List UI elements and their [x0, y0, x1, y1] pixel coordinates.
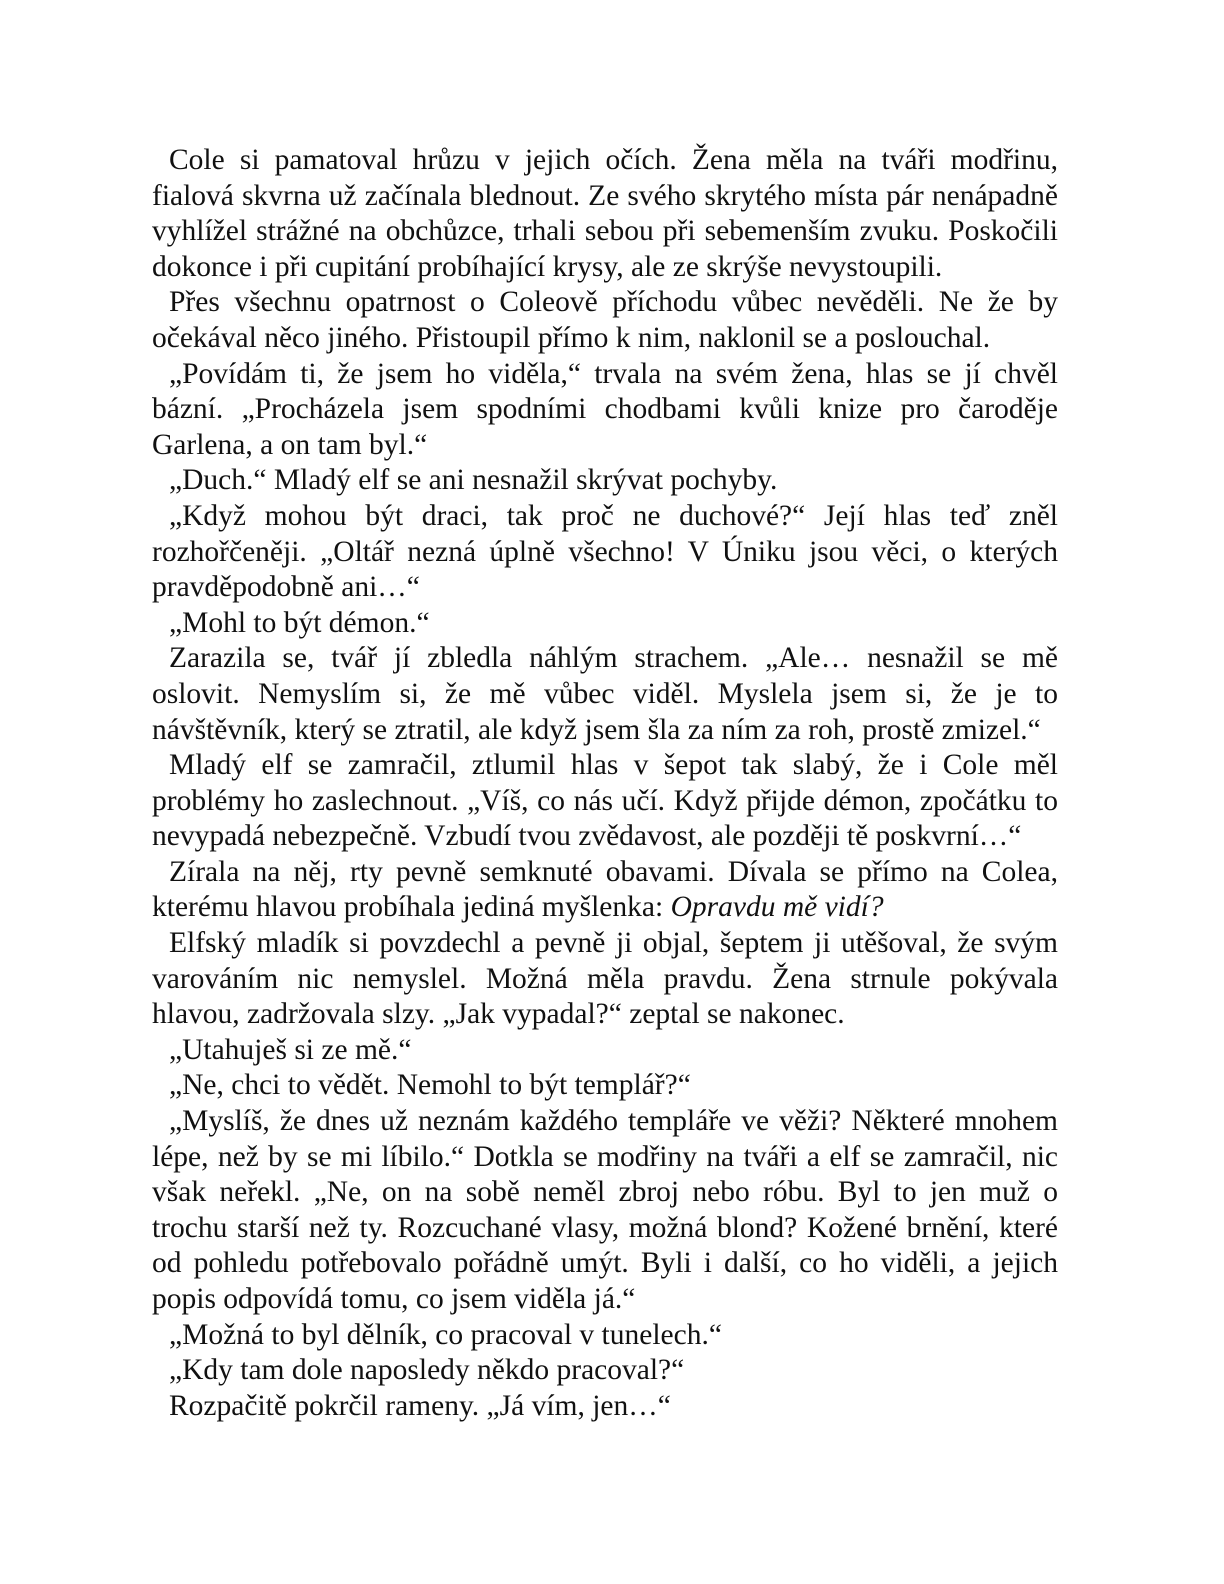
paragraph: Mladý elf se zamračil, ztlumil hlas v šepot tak slabý, že i Cole měl problémy ho zaslechnout. „Víš, co nás učí. Když přijde démon, zpočátku to nevypadá nebezpečně. Vzbudí tvou zvědavost, ale později tě poskvrní…“	[152, 749, 1058, 853]
paragraph: Rozpačitě pokrčil rameny. „Já vím, jen…“	[169, 1389, 671, 1422]
paragraph: Přes všechnu opatrnost o Coleově příchodu vůbec nevěděli. Ne že by očekával něco jiného. Přistoupil přímo k nim, naklonil se a poslouchal.	[152, 286, 1058, 354]
paragraph: „Utahuješ si ze mě.“	[169, 1033, 412, 1066]
paragraph: Zarazila se, tvář jí zbledla náhlým strachem. „Ale… nesnažil se mě oslovit. Nemyslím si, že mě vůbec viděl. Myslela jsem si, že je to návštěvník, který se ztratil, ale když jsem šla za ním za roh, prostě zmizel.“	[152, 642, 1058, 746]
paragraph: „Myslíš, že dnes už neznám každého templáře ve věži? Některé mnohem lépe, než by se mi líbilo.“ Dotkla se modřiny na tváři a elf se zamračil, nic však neřekl. „Ne, on na sobě neměl zbroj nebo róbu. Byl to jen muž o trochu starší než ty. Rozcuchané vlasy, možná blond? Kožené brnění, které od pohledu potřebovalo pořádně umýt. Byli i další, co ho viděli, a jejich popis odpovídá tomu, co jsem viděla já.“	[152, 1105, 1058, 1315]
paragraph: „Kdy tam dole naposledy někdo pracoval?“	[169, 1354, 685, 1387]
paragraph: Elfský mladík si povzdechl a pevně ji objal, šeptem ji utěšoval, že svým varováním nic nemyslel. Možná měla pravdu. Žena strnule pokývala hlavou, zadržovala slzy. „Jak vypadal?“ zeptal se nakonec.	[152, 927, 1058, 1031]
paragraph: Zírala na něj, rty pevně semknuté obavami. Dívala se přímo na Colea, kterému hlavou probíhala jediná myšlenka: Opravdu mě vidí?	[152, 855, 1058, 924]
paragraph: „Mohl to být démon.“	[169, 606, 430, 639]
paragraph: „Ne, chci to vědět. Nemohl to být templář?“	[169, 1069, 691, 1102]
paragraph: „Duch.“ Mladý elf se ani nesnažil skrývat pochyby.	[169, 464, 778, 497]
paragraph: „Možná to byl dělník, co pracoval v tunelech.“	[169, 1318, 722, 1351]
italic-thought: Opravdu mě vidí?	[670, 891, 884, 924]
paragraph: „Když mohou být draci, tak proč ne duchové?“ Její hlas teď zněl rozhořčeněji. „Oltář nezná úplně všechno! V Úniku jsou věci, o kterých pravděpodobně ani…“	[152, 499, 1058, 604]
page-body	[152, 143, 1058, 1424]
paragraph: „Povídám ti, že jsem ho viděla,“ trvala na svém žena, hlas se jí chvěl bázní. „Procházela jsem spodními chodbami kvůli knize pro čaroděje Garlena, a on tam byl.“	[152, 357, 1058, 461]
paragraph: Cole si pamatoval hrůzu v jejich očích. Žena měla na tváři modřinu, fialová skvrna už začínala blednout. Ze svého skrytého místa pár nenápadně vyhlížel strážné na obchůzce, trhali sebou při sebemenším zvuku. Poskočili dokonce i při cupitání probíhající krysy, ale ze skrýše nevystoupili.	[152, 144, 1058, 283]
